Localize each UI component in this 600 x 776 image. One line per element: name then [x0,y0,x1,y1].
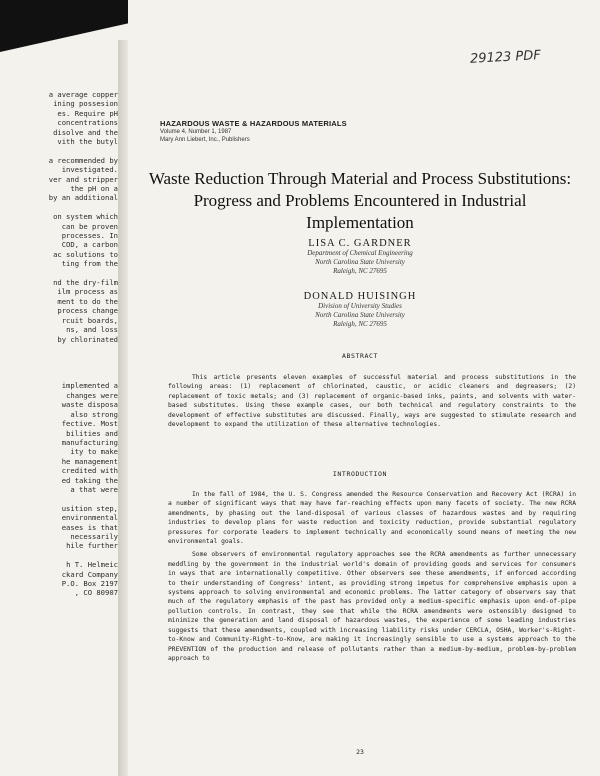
facing-page-line [0,551,118,560]
facing-page-line: processes. In [61,231,118,241]
facing-page-line: rcuit boards, [61,315,118,325]
facing-page-line [0,363,118,372]
author-block [140,291,580,329]
author-city: Raleigh, NC 27695 [333,320,387,328]
facing-page-line: a recommended by [48,155,118,165]
body-paragraph: Some observers of environmental regulatory approaches see the RCRA amendments as further unnecessary meddling by the government in the industrial world's domain of providing goods and services for consumers in ways that are internationally competitive. Other observers see these amendments, if enforced according to their understanding of Congress' intent, as providing strong impetus for comprehensive emphasis upon a systems approach to solving environmental and economic problems. The latter category of observers say that much of the regulatory emphasis of the past has provided only a medium-specific emphasis upon end-of-pipe pollution controls. In contrast, they see that while the RCRA amendments were ostensibly designed to minimize the generation and land disposal of hazardous wastes, the experience of some leading industries suggests that these amendments, coupled with increasing liability risks under CERCLA, OSHA, Worker's-Right-to-Know and Community-Right-to-Know, are making it increasingly sensible to use a systems approach to the PREVENTION of the production and release of pollutants rather than a medium-by-medium, problem-by-problem approach to [168,551,576,662]
facing-page-line: ed taking the [61,475,118,485]
facing-page-line [0,494,118,503]
facing-page-line: a average copper [48,90,118,99]
facing-page-text [0,90,118,610]
facing-page-line: ns, and loss [66,325,118,335]
facing-page-line [0,353,118,362]
facing-page-line [0,344,118,353]
facing-page-line: he management [61,456,118,466]
facing-page-line: bilities and [66,428,118,438]
abstract-heading: ABSTRACT [341,352,379,360]
facing-page-line [0,372,118,381]
facing-page-line: by an additional [48,193,118,203]
facing-page-line: changes were [66,390,118,400]
facing-page-line: h T. Helmeic [66,560,118,570]
facing-page-line: ment to do the [57,296,118,306]
article-title: Waste Reduction Through Material and Process Substitutions: Progress and Problems Encountered in Industrial Implementation [148,169,572,232]
facing-page-line: the pH on a [70,184,118,194]
facing-page-line: usition step, [61,503,118,513]
facing-page-line: by chlorinated [57,334,118,344]
facing-page-line [0,203,118,212]
facing-page-line: ting from the [61,259,118,269]
journal-name: HAZARDOUS WASTE & HAZARDOUS MATERIALS [160,119,347,128]
facing-page-line: a that were [70,484,118,494]
handwritten-note: 29123 PDF [469,48,542,67]
facing-page-line: ac solutions to [53,249,118,259]
facing-page-line: vith the butyl [57,137,118,147]
facing-page-line: manufacturing [61,437,118,447]
facing-page-line: environmental [61,513,118,523]
facing-page-line: credited with [61,466,118,476]
page-gutter [118,40,128,776]
author-department: Department of Chemical Engineering [307,249,413,257]
introduction-heading: INTRODUCTION [332,470,388,478]
author-department: Division of University Studies [318,302,402,310]
facing-page-line: hile further [66,541,118,551]
facing-page-line: fective. Most [61,419,118,429]
facing-page-line: ining possesion [53,99,118,109]
journal-publisher: Mary Ann Liebert, Inc., Publishers [160,137,250,143]
journal-volume: Volume 4, Number 1, 1987 [160,129,232,135]
abstract-text [168,373,576,433]
facing-page-line: waste disposa [61,400,118,410]
facing-page-line: COD, a carbon [61,240,118,250]
facing-page-line: disolve and the [53,127,118,137]
facing-page-line: can be proven [61,221,118,231]
author-name: LISA C. GARDNER [308,238,412,249]
facing-page-line: on system which [53,212,118,222]
facing-page-line: implemented a [61,381,118,391]
author-name: DONALD HUISINGH [303,291,417,302]
facing-page-line [0,269,118,278]
introduction-text [168,490,576,667]
author-university: North Carolina State University [315,258,405,266]
binding-shadow [0,0,128,52]
abstract-paragraph: This article presents eleven examples of successful material and process substitutions in the following areas: (1) replacement of chlorinated, caustic, or acidic cleaners and degreasers; (2) replacement of toxic metals; and (3) replacement of organic-based inks, paints, and solvents with water-based substitutes. Using these example cases, our both technical and regulatory constraints to the development of effective substitutes are discussed. Finally, ways are suggested to stimulate research and development to expand the utilization of these alternative technologies. [168,374,576,429]
page-number: 23 [356,748,364,756]
journal-header [160,119,347,144]
facing-page-line: process change [57,306,118,316]
facing-page-line [0,146,118,155]
facing-page-line: ckard Company [61,569,118,579]
body-paragraph: In the fall of 1984, the U. S. Congress amended the Resource Conservation and Recovery Act (RCRA) in a number of significant ways that may have far-reaching effects upon many facets of society. The new RCRA amendments, by phasing out the land-disposal of various classes of hazardous wastes and by requiring industries to develop plans for waste reduction and toxicity reduction, provide substantial regulatory pressures for corporate leaders to implement technically and economically sound means of meeting the new environmental goals. [168,491,576,546]
facing-page-line: P.O. Box 2197 [61,578,118,588]
facing-page-line: es. Require pH [57,108,118,118]
facing-page-line: ilm process as [57,287,118,297]
facing-page-line: investigated. [61,165,118,175]
facing-page-line: nd the dry-film [53,278,118,288]
facing-page-line: also strong [70,409,118,419]
facing-page-line: necessarily [70,531,118,541]
facing-page-line: eases is that [61,522,118,532]
facing-page-line: ity to make [70,447,118,457]
facing-page-line: , CO 80907 [74,588,118,598]
facing-page-line: concentrations [57,118,118,128]
facing-page-line: ver and stripper [48,174,118,184]
author-city: Raleigh, NC 27695 [333,267,387,275]
author-university: North Carolina State University [315,311,405,319]
author-block [140,238,580,276]
